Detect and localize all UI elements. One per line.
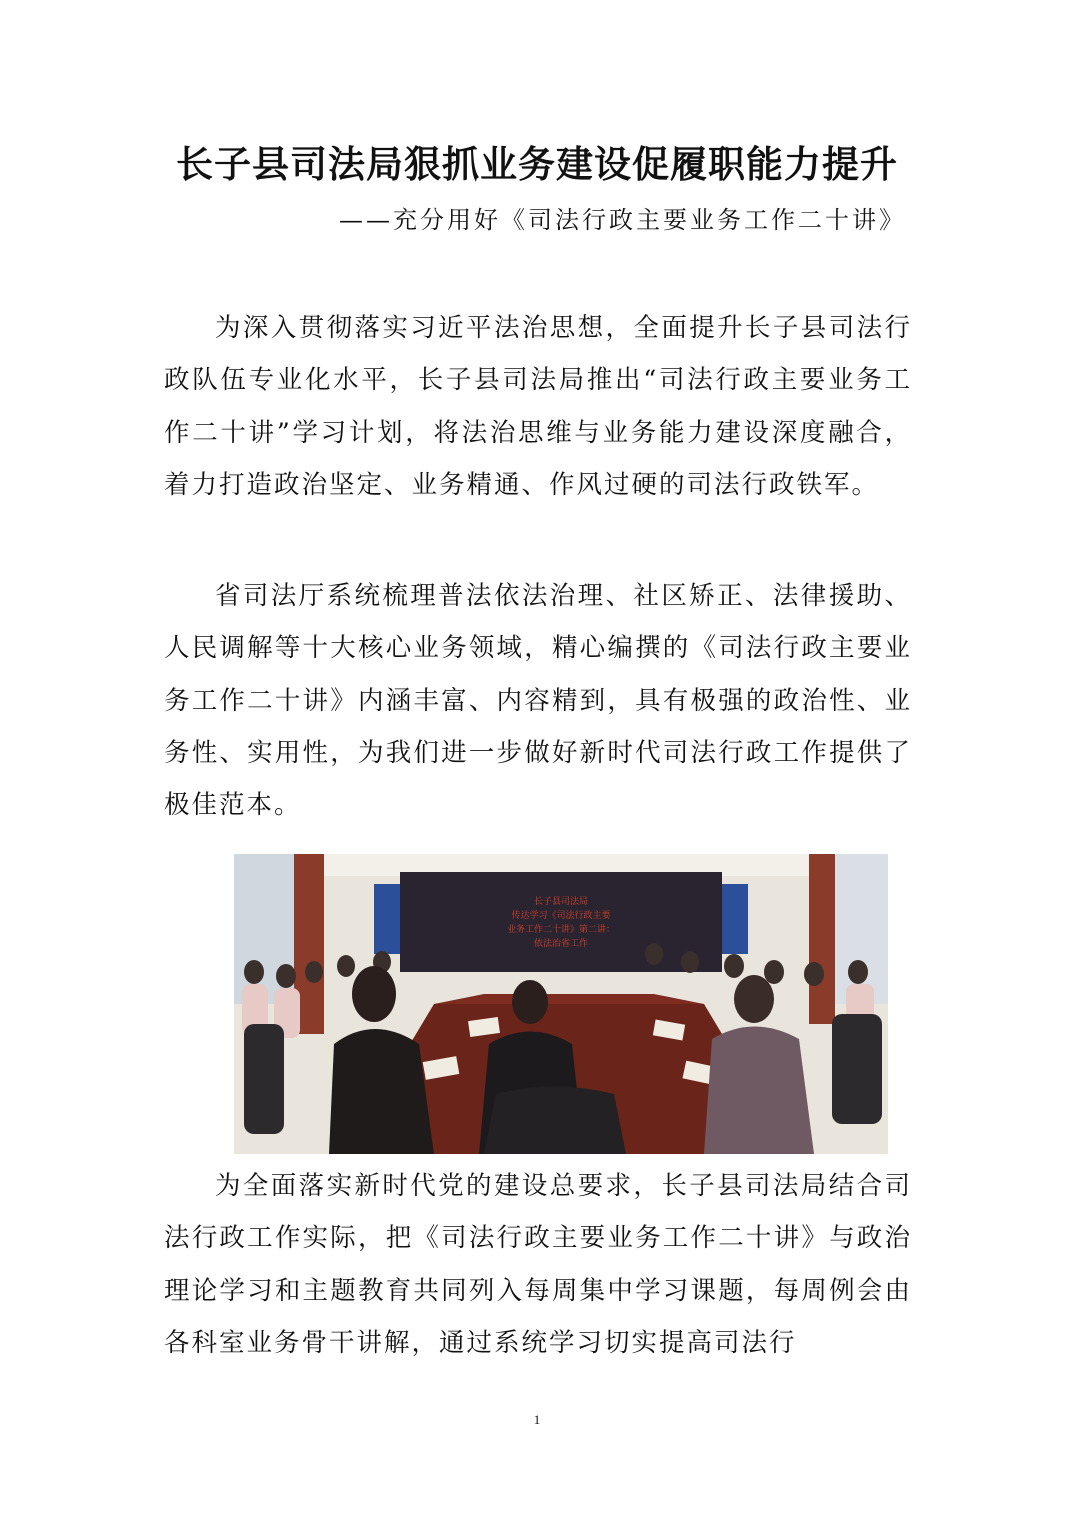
meeting-photo [234, 854, 888, 1154]
page-number: 1 [533, 1412, 541, 1427]
screen-line-2: 传达学习《司法行政主要 [511, 911, 611, 921]
page-subtitle: ——充分用好《司法行政主要业务工作二十讲》 [339, 206, 906, 234]
photo-chair [484, 1087, 626, 1155]
meeting-photo-illustration [234, 854, 888, 1154]
page-title: 长子县司法局狠抓业务建设促履职能力提升 [176, 142, 898, 186]
photo-curtain-right [809, 854, 835, 1024]
screen-line-3: 业务工作二十讲》第二讲： [506, 925, 616, 935]
paragraph-1: 为深入贯彻落实习近平法治思想，全面提升长子县司法行政队伍专业化水平，长子县司法局推出“司法行政主要业务工作二十讲”学习计划，将法治思维与业务能力建设深度融合，着力打造政治坚定、业务精通、作风过硬的司法行政铁军。 [164, 313, 912, 500]
paragraph-3: 为全面落实新时代党的建设总要求，长子县司法局结合司法行政工作实际，把《司法行政主要业务工作二十讲》与政治理论学习和主题教育共同列入每周集中学习课题，每周例会由各科室业务骨干讲解，通过系统学习切实提高司法行 [164, 1171, 912, 1358]
photo-screen [400, 872, 722, 972]
screen-line-4: 依法治省工作 [533, 939, 589, 949]
screen-line-1: 长子县司法局 [533, 897, 589, 907]
paragraph-2: 省司法厅系统梳理普法依法治理、社区矫正、法律援助、人民调解等十大核心业务领域，精心编撰的《司法行政主要业务工作二十讲》内涵丰富、内容精到，具有极强的政治性、业务性、实用性，为我们进一步做好新时代司法行政工作提供了极佳范本。 [164, 581, 912, 821]
